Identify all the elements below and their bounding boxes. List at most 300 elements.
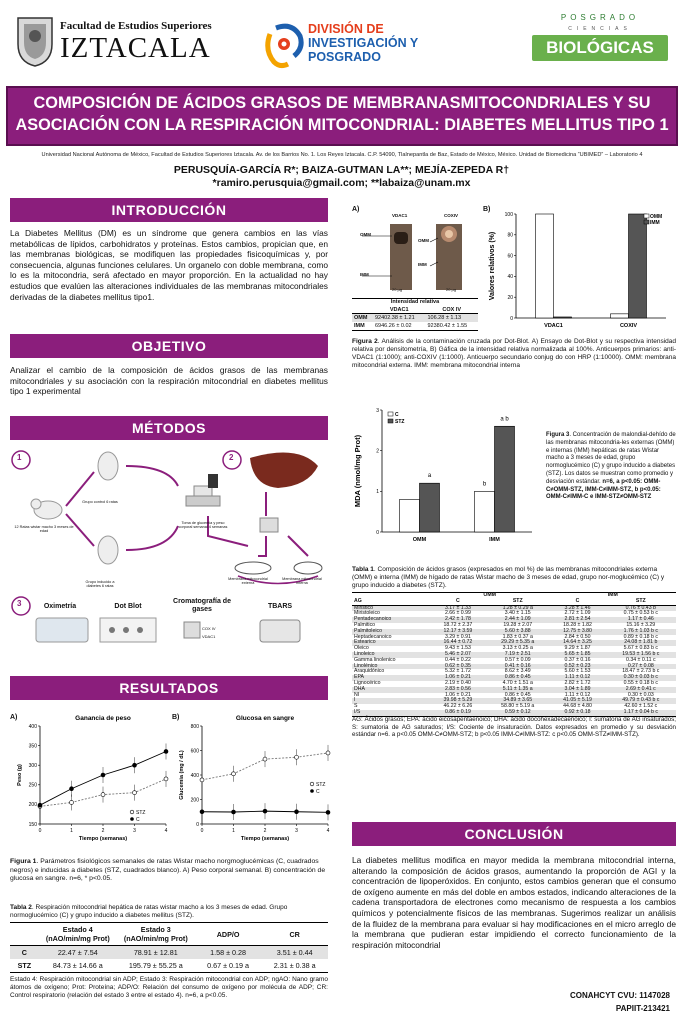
blot-omm-label: OMM	[360, 232, 371, 237]
table1-cell: 3.13 ± 0.25 a	[502, 645, 533, 652]
y-axis-title: Peso (g)	[17, 764, 23, 786]
dot-blot-image	[352, 214, 478, 296]
relative-intensity-chart	[486, 206, 676, 336]
table1-cell: 2.81 ± 2.54	[549, 617, 605, 623]
table1-cell: Gamma linolenico	[354, 656, 396, 663]
table1-cell: 5.60 ± 1.53	[564, 668, 591, 675]
table1-cell: 8.62 ± 3.49	[504, 668, 531, 675]
fes-logo-subtitle: Facultad de Estudios Superiores	[60, 20, 212, 32]
table1-cell: 41.05 ± 5.19	[549, 698, 605, 704]
table1-cell: 0.30 ± 0.03	[627, 691, 654, 698]
y-tick-label: 1	[376, 489, 379, 496]
conclusion-heading: CONCLUSIÓN	[352, 822, 676, 846]
x-axis-title: Tiempo (semanas)	[78, 836, 128, 842]
y-tick-label: 600	[190, 748, 199, 755]
blot-imm-label-2: IMM	[418, 262, 427, 267]
y-tick-label: 60	[507, 253, 513, 260]
resultados-heading: RESULTADOS	[10, 676, 328, 700]
fig1-label-b: B)	[172, 714, 180, 721]
table1-cell: 24.08 ± 1.81 b	[606, 640, 676, 646]
y-tick-label: 0	[196, 821, 199, 828]
table2-header-adpo: ADP/O	[216, 929, 240, 939]
table1-cell: 1.11 ± 0.12	[564, 691, 591, 698]
weight-gain-chart	[14, 712, 172, 852]
table1-cell: 0.57 ± 0.09	[504, 656, 531, 663]
table1-cell: 29.29 ± 5.35 a	[486, 640, 550, 646]
table1-cell: DHA	[352, 687, 430, 693]
table2-header-estado3: Estado 3 (nAO/min/mg Prot)	[123, 925, 188, 943]
y-tick-label: 3	[376, 407, 379, 414]
point-stz	[263, 757, 267, 761]
y-tick-label: 200	[190, 797, 199, 804]
table1-cell: 39.98 ± 5.29	[430, 698, 486, 704]
table1-cell: 5.67 ± 0.83 b c	[623, 645, 658, 652]
fig1-caption-text: . Parámetros fisiológicos semanales de ratas Wistar macho norgmoglucémicas (C, cuadrados negros) e inducidas a diabetes (STZ, cuadrados blanco). A) Peso corporal semanal. B) concentración de glucosa en sangre. n=6, * p<0.05.	[10, 858, 326, 883]
bar-omm-vdac1	[536, 214, 554, 318]
table1-cell: 0.52 ± 0.23	[549, 664, 605, 670]
table1-cell: 2.42 ± 1.78	[430, 617, 486, 623]
table2-caption-text: . Respiración mitocondrial hepática de ratas wistar macho a los 3 meses de edad. Grupo normoglucémico (C) y grupo inducido a diabetes mellitus (STZ).	[10, 904, 288, 919]
table1-cell: Lignocérico	[354, 679, 381, 686]
table1-cell: 44.68 ± 4.80	[563, 703, 592, 710]
table1-cell: 0.27 ± 0.08	[606, 664, 676, 670]
table2-cell: 78.91 ± 12.81	[133, 948, 178, 957]
y-axis-title: Glucemia (mg / dL)	[179, 750, 185, 800]
table1-cell: 0.30 ± 0.03 b c	[606, 675, 676, 681]
x-tick-label: 2	[101, 828, 105, 834]
x-tick-label: OMM	[412, 537, 427, 543]
table1-cell: EPA	[352, 675, 430, 681]
intensity-table-title: Intensidad relativa	[352, 298, 478, 305]
blood-glucose-chart	[176, 712, 334, 852]
bar-imm-vdac1	[554, 317, 572, 318]
blot-mass-2: 20 µg	[446, 287, 457, 292]
legend-label-c: C	[136, 816, 140, 823]
control-group-label: Grupo control 6 ratas	[82, 500, 118, 504]
legend-label-stz: STZ	[395, 419, 405, 425]
y-tick-label: 80	[507, 232, 513, 239]
fig2-label-a: A)	[352, 206, 360, 213]
legend-marker-c	[310, 789, 314, 793]
x-tick-label: 0	[200, 828, 204, 834]
funding-papiit: PAPIIT-213421	[615, 1004, 670, 1013]
bar-c-imm	[475, 491, 495, 532]
table1-caption-label: Tabla 1	[352, 566, 374, 573]
significance-label: a b	[500, 416, 509, 423]
table1-cell: 0.44 ± 0.22	[444, 656, 471, 663]
table1-cell: Palmitico	[354, 621, 376, 628]
intensity-cell: 6946.26 ± 0.02	[374, 323, 412, 329]
y-tick-label: 300	[28, 763, 37, 769]
table1-cell: 0.62 ± 0.35	[430, 664, 486, 670]
y-tick-label: 40	[507, 274, 513, 281]
intensity-cell: OMM	[354, 315, 368, 321]
table2	[10, 922, 328, 973]
y-tick-label: 200	[28, 802, 37, 809]
mda-chart	[352, 400, 542, 550]
legend-label-omm: OMM	[650, 214, 663, 220]
blot-omm-label-2: OMM	[418, 238, 429, 243]
table1-cell: 5.46 ± 2.07	[430, 652, 486, 658]
table-row	[10, 946, 328, 960]
table1-header-ag: AG	[354, 597, 362, 604]
y-tick-label: 350	[28, 743, 37, 750]
technique-gc: Cromatografía de gases	[173, 598, 231, 613]
table1-cell: S	[354, 703, 358, 710]
table1-group-omm: OMM	[483, 592, 496, 598]
fig2-caption-label: Figura 2	[352, 338, 378, 345]
methods-diagram	[8, 446, 330, 644]
legend-swatch-imm	[644, 220, 649, 224]
x-tick-label: COXIV	[619, 323, 638, 329]
table1-cell: I/S	[352, 710, 430, 716]
table1-cell: 0.37 ± 0.16	[564, 656, 591, 663]
table1-cell: Pentadecanoico	[352, 617, 430, 623]
technique-oximetria: Oximetría	[43, 603, 77, 610]
intensity-header: VDAC1	[389, 307, 409, 313]
blot-coxiv-label: COXIV	[444, 213, 459, 218]
intensity-cell: 92402.38 ± 1.21	[374, 315, 415, 321]
intensity-cell: 92380.42 ± 1.55	[427, 323, 468, 329]
x-tick-label: 4	[164, 828, 168, 834]
table1-cell: 2.82 ± 1.72	[564, 679, 591, 686]
table2-cell: C	[21, 948, 27, 957]
point-c	[200, 810, 204, 814]
fig3-caption-stats: n=6, a p<0.05: OMM-C≠OMM-STZ, IMM-C≠IMM-STZ, b p<0.05: OMM-C≠IMM-C e IMM-STZ≠OMM-STZ	[546, 478, 661, 501]
technique-dotblot: Dot Blot	[114, 603, 142, 610]
posgrado-bottom: BIOLÓGICAS	[532, 35, 668, 61]
table1-cell: 2.72 ± 1.09	[564, 610, 591, 617]
table1-cell: Miristico	[352, 605, 430, 611]
intensity-cell: 106.28 ± 1.13	[427, 315, 462, 321]
legend-label-stz: STZ	[136, 809, 146, 816]
table2-cell: 195.79 ± 55.25 a	[128, 961, 183, 970]
point-stz	[133, 791, 137, 795]
table1-cell: Linolénico	[352, 664, 430, 670]
legend-swatch-c	[388, 412, 393, 416]
point-c	[263, 809, 267, 813]
significance-label: b	[482, 481, 487, 488]
legend-label-c: C	[316, 788, 320, 795]
rats-label: 12 Ratas wistar macho 3 meses de edad	[14, 525, 74, 533]
table1-cell: 16.44 ± 0.72	[430, 640, 486, 646]
unam-seal-logo	[14, 14, 56, 68]
x-tick-label: 3	[295, 828, 298, 834]
table1-cell: 5.32 ± 1.72	[444, 668, 471, 675]
table1-cell: Araquidónico	[354, 668, 385, 675]
poster-title	[12, 92, 672, 136]
chart-title: Glucosa en sangre	[235, 715, 295, 722]
table1-cell: 2.83 ± 0.56	[430, 687, 486, 693]
step-2-number: 2	[229, 453, 234, 462]
table1-cell: NI	[354, 691, 360, 698]
table1-cell: 0.76 ± 0.43 b	[606, 605, 676, 611]
point-c	[295, 810, 299, 814]
fig3-caption-text: . Concentración de malondial-dehído de las membranas mitocondria-les externas (OMM) e internas (IMM) hepáticas de ratas Wistar macho a 3 meses de edad, grupo normoglucémico (C) y grupo inducido a diabetes (STZ). Los datos se muestran como promedio y desviación estándar.	[546, 432, 676, 485]
table1-cell: 12.17 ± 3.59	[430, 629, 486, 635]
table1-cell: 12.75 ± 3.80	[549, 629, 605, 635]
table1-cell: I	[352, 698, 430, 704]
x-tick-label: IMM	[489, 537, 500, 543]
table1-cell: 0.59 ± 0.12	[486, 710, 550, 716]
table1-cell: 19.53 ± 1.56 b c	[606, 652, 676, 658]
point-stz	[70, 800, 74, 804]
table1-caption	[352, 566, 676, 590]
intensity-table	[352, 307, 478, 331]
point-stz	[200, 778, 204, 782]
table-row	[352, 314, 478, 323]
blot-vdac1-label: VDAC1	[392, 213, 408, 218]
title-line-2: ASOCIACIÓN CON LA RESPIRACIÓN MITOCONDRIAL: DIABETES MELLITUS TIPO 1	[15, 116, 669, 134]
table1-group-imm: IMM	[607, 592, 618, 598]
weight-glucose-label: Toma de glucemia y peso corporal semanal 4 semanas	[178, 521, 228, 529]
table1-cell: 2.66 ± 0.99	[444, 610, 471, 617]
table1-caption-text: . Composición de ácidos grasos (expresados en mol %) de las membranas mitocondriales externa (OMM) e interna (IMM) de hígado de ratas Wistar macho de 3 meses de edad, grupo nor-moglucémico (C) y grupo inducido a diabetes (STZ).	[352, 566, 665, 589]
point-c	[70, 787, 74, 791]
y-tick-label: 20	[507, 295, 513, 301]
table1-cell: 49.79 ± 0.43 b c	[606, 698, 676, 704]
table2-cell: 1.58 ± 0.28	[210, 948, 247, 957]
table1-header-c1: C	[456, 597, 460, 604]
table-row	[10, 959, 328, 973]
table1-cell: 3.17 ± 1.33	[430, 605, 486, 611]
fig1-caption-label: Figura 1	[10, 858, 37, 865]
x-tick-label: 2	[263, 828, 267, 834]
fig1-caption	[10, 858, 328, 884]
point-stz	[295, 755, 299, 759]
division-logo-icon	[262, 20, 306, 70]
y-tick-label: 400	[28, 723, 37, 730]
x-tick-label: 4	[326, 828, 330, 834]
metodos-heading: MÉTODOS	[10, 416, 328, 440]
posgrado-top: POSGRADO	[560, 13, 640, 22]
legend-swatch-omm	[644, 214, 649, 218]
table1-cell: 5.60 ± 3.88	[486, 629, 550, 635]
x-tick-label: VDAC1	[544, 323, 563, 329]
y-tick-label: 800	[190, 723, 199, 730]
legend-label-stz: STZ	[316, 781, 326, 788]
point-c	[133, 763, 137, 767]
x-tick-label: 0	[38, 828, 42, 834]
table1-cell: Palmitoleico	[352, 629, 430, 635]
table1-cell: 5.11 ± 1.35 a	[486, 687, 550, 693]
table2-header-cr: CR	[289, 929, 300, 939]
table1-cell: 3.04 ± 1.89	[549, 687, 605, 693]
table1-cell: 0.75 ± 0.53 b c	[623, 610, 658, 617]
table2-cell: STZ	[17, 961, 32, 970]
methods-coxiv-label: COX IV	[202, 626, 216, 631]
table1-cell: 1.76 ± 1.03 b c	[606, 629, 676, 635]
intensity-cell: IMM	[354, 323, 365, 329]
blot-imm-label: IMM	[360, 272, 369, 277]
y-axis-title: Valores relativos (%)	[489, 231, 496, 301]
table1-cell: 1.83 ± 0.37 a	[502, 633, 533, 640]
table1-cell: 0.34 ± 0.11 c	[626, 656, 656, 663]
table1-cell: 0.92 ± 0.18	[549, 710, 605, 716]
table1-cell: 0.55 ± 0.18 b c	[623, 679, 658, 686]
legend-marker-stz	[130, 810, 134, 814]
table1-cell: 1.06 ± 0.21	[444, 691, 471, 698]
table1-cell: 7.19 ± 2.51	[486, 652, 550, 658]
table1-cell: 2.84 ± 0.50	[564, 633, 591, 640]
point-c	[101, 773, 105, 777]
x-tick-label: 1	[232, 828, 235, 834]
table1-cell: 2.69 ± 0.41 c	[606, 687, 676, 693]
y-tick-label: 400	[190, 772, 199, 779]
point-c	[232, 810, 236, 814]
division-line-1: DIVISIÓN DE	[308, 22, 384, 36]
methods-vdac1-label: VDAC1	[202, 634, 216, 639]
point-stz	[326, 751, 330, 755]
intro-heading: INTRODUCCIÓN	[10, 198, 328, 222]
point-c	[326, 810, 330, 814]
table1-cell: 18.72 ± 2.37	[443, 621, 473, 628]
point-c	[164, 749, 168, 753]
posgrado-logo	[532, 13, 668, 61]
y-tick-label: 0	[510, 315, 513, 322]
division-line-3: POSGRADO	[308, 50, 381, 64]
table1-cell: 1.11 ± 0.12	[549, 675, 605, 681]
table1-cell: 1.28 ± 0.29 a	[486, 605, 550, 611]
table1-cell: 46.22 ± 6.26	[443, 703, 473, 710]
table2-cell: 0.67 ± 0.19 a	[207, 961, 250, 970]
blot-mass-1: 20 µg	[392, 287, 403, 292]
point-stz	[164, 777, 168, 781]
table1-cell: 5.65 ± 1.85	[549, 652, 605, 658]
table1-cell: 3.29 ± 0.91	[444, 633, 471, 640]
table1-header-stz1: STZ	[512, 597, 523, 604]
objetivo-heading: OBJETIVO	[10, 334, 328, 358]
table1-cell: 14.64 ± 3.25	[549, 640, 605, 646]
table1	[352, 592, 676, 717]
table1-cell: Linoleico	[352, 652, 430, 658]
x-tick-label: 1	[70, 828, 73, 834]
table1-header-c2: C	[575, 597, 580, 604]
bar-omm-coxiv	[611, 314, 629, 318]
y-tick-label: 0	[376, 529, 379, 536]
chart-title: Ganancia de peso	[75, 715, 131, 722]
table1-header-stz2: STZ	[635, 597, 646, 604]
fig2-caption	[352, 338, 676, 370]
table1-cell: 4.70 ± 1.51 a	[502, 679, 533, 686]
technique-tbars: TBARS	[267, 603, 293, 610]
y-tick-label: 100	[504, 211, 513, 218]
intensity-header: COX IV	[442, 307, 462, 313]
table1-cell: 58.80 ± 5.19 a	[501, 703, 535, 710]
table1-cell: 9.29 ± 1.87	[564, 645, 591, 652]
y-tick-label: 2	[376, 448, 379, 455]
table1-cell: 2.19 ± 0.40	[444, 679, 471, 686]
table1-cell: 1.17 ± 0.46	[606, 617, 676, 623]
table1-cell: 1.06 ± 0.21	[430, 675, 486, 681]
authors: PERUSQUÍA-GARCÍA R*; BAIZA-GUTMAN LA**; MEJÍA-ZEPEDA R†	[173, 164, 510, 176]
title-line-1: COMPOSICIÓN DE ÁCIDOS GRASOS DE MEMBRANASMITOCONDRIALES Y SU	[33, 94, 651, 112]
stz-group-label: Grupo inducido a diabetes 6 ratas	[85, 580, 115, 588]
table1-cell: 0.86 ± 0.45	[486, 675, 550, 681]
table1-cell: Heptadecanoico	[354, 633, 392, 640]
point-stz	[101, 793, 105, 797]
table1-cell: 42.60 ± 1.52 c	[624, 703, 658, 710]
legend-label-imm: IMM	[650, 220, 660, 226]
table2-header-blank	[10, 923, 39, 946]
table2-caption	[10, 904, 328, 920]
affiliation: Universidad Nacional Autónoma de México, Facultad de Estudios Superiores Iztacala. Av. de los Barrios No. 1. Los Reyes Iztacala. C.P. 54090, Tlalnepantla de Baz, Estado de México, México. Unidad de Biomedicina “UBIMED” – Laboratorio 4	[41, 152, 643, 158]
table1-cell: 19.28 ± 2.07	[503, 621, 533, 628]
division-line-2: INVESTIGACIÓN Y	[308, 36, 419, 50]
bar-stz-omm	[420, 483, 440, 532]
table1-cell: 15.16 ± 3.29	[626, 621, 656, 628]
table2-footnote: Estado 4: Respiración mitocondrial sin ADP; Estado 3: Respiración mitocondrial con ADP; ngAO: Nano gramo átomos de oxígeno; Prot: Proteína; ADP/O: Relación del consumo de oxígeno por molécula de ADP; CR: Control respiratorio (relación del estado 3 entre el estado 4). n=6, a p<0.05.	[10, 976, 328, 999]
author-emails: *ramiro.perusquia@gmail.com; **labaiza@unam.mx	[212, 177, 471, 189]
table2-cell: 2.31 ± 0.38 a	[273, 961, 316, 970]
table1-cell: 0.86 ± 0.19	[430, 710, 486, 716]
legend-marker-c	[130, 817, 134, 821]
table2-caption-label: Tabla 2	[10, 904, 32, 911]
table1-cell: 9.43 ± 1.53	[444, 645, 471, 652]
y-axis-title: MDA (nmol/mg Prot)	[353, 434, 362, 508]
fig3-caption	[546, 432, 678, 502]
outer-membrane-label: Membrana mitocondrial externa	[228, 577, 268, 585]
table2-cell: 22.47 ± 7.54	[57, 948, 98, 957]
y-tick-label: 150	[28, 821, 37, 828]
table1-cell: Estearico	[352, 640, 430, 646]
fig2-caption-text: . Análisis de la contaminación cruzada por Dot-Blot. A) Ensayo de Dot-Blot y su respectiva intensidad relativa por densitometría, B) Gáfica de la intensidad relativa normalizada al 100%. Anticuerpos primarios: anti-VDAC1 (1:1000); anti-COXIV (1:1000). Anticuerpo secundario conjug do con HRP (1:10000). OMM: membrana mitocondrial externa. IMM: membrana mitocondrial interna	[352, 338, 676, 369]
inner-membrane-label: Membrana mitocondrial interna	[282, 577, 322, 585]
table1-cell: Oleico	[354, 645, 369, 652]
table1-cell: Miristoleico	[354, 610, 380, 617]
table1-cell: 0.41 ± 0.16	[486, 664, 550, 670]
x-axis-title: Tiempo (semanas)	[240, 836, 290, 842]
bar-imm-coxiv	[629, 214, 647, 318]
table1-cell: 0.89 ± 0.18 b c	[623, 633, 658, 640]
table2-cell: 3.51 ± 0.44	[276, 948, 313, 957]
legend-swatch-stz	[388, 419, 393, 423]
point-stz	[232, 772, 236, 776]
fig1-label-a: A)	[10, 714, 18, 721]
intro-text: La Diabetes Mellitus (DM) es un síndrome que genera cambios en las vías metabólicas de lípidos, carbohidratos y proteínas. Estos cambios, propician que, en las membranas biológicas, se modifiquen las propiedades fisicoquímicas y, por consecuencia, algunas funciones celulares. Un organelo con doble membrana, como lo es la mitocondria, será afectado en mayor proporción. En la actualidad no hay estudios que evalúen las alteraciones individuales de las membranas mitocondriales derivadas de la diabetes mellitus tipo1.	[10, 228, 328, 302]
posgrado-mid: CIENCIAS	[568, 26, 632, 32]
conclusion-text: La diabetes mellitus modifica en mayor medida la membrana mitocondrial interna, alterando la composición de ácidos grasos, aumentando la proporción de AGI y la concentración de lipoperóxidos. En conjunto, estos cambios generan que el consumo de oxígeno aumente en más del doble en ambos estados, indicando alteraciones de la cadena transportadora de electrones como mecanismo de respuesta a los cambios químicos y potencialmente físicos de las membranas. Sugerimos realizar un análisis de la fluidez de la membrana para evaluar si hay modificaciones en el micro arreglo de la membrana que pudieran estar impidiendo el correcto funcionamiento de la respiración mitocondrial	[352, 855, 676, 950]
legend-marker-stz	[310, 782, 314, 786]
table1-cell: 18.47 ± 2.73 b c	[622, 668, 660, 675]
table1-cell: 18.28 ± 1.82	[563, 621, 592, 628]
table1-cell: 2.44 ± 1.09	[486, 617, 550, 623]
x-tick-label: 3	[133, 828, 136, 834]
table1-cell: 34.89 ± 3.65	[486, 698, 550, 704]
bar-stz-imm	[495, 426, 515, 532]
bar-c-omm	[400, 499, 420, 532]
funding-conahcyt: CONAHCYT CVU: 1147028	[569, 991, 670, 1000]
table1-cell: 3.28 ± 1.46	[549, 605, 605, 611]
table-row	[352, 322, 478, 331]
table1-cell: 1.17 ± 0.04 b c	[606, 710, 676, 716]
table1-cell: 0.86 ± 0.45	[504, 691, 531, 698]
table2-header-estado4: Estado 4 (nAO/min/mg Prot)	[45, 925, 110, 943]
step-3-number: 3	[17, 599, 22, 608]
significance-label: a	[427, 473, 432, 480]
table1-footnote: AG: Ácidos grasos; EPA: ácido eicosapentaenoico; DHA: ácido docohexadecaenoico; I: sumatoria de AG insaturados; S: sumatoria de AG saturados; I/S: Cociente de insaturación. Datos expresados en promedio y su desviación estándar n=6. a p<0.05 OMM-C≠OMM-STZ; b p<0.05 IMM-C≠IMM-STZ: c p<0.05 OMM-STZ≠IMM-STZ).	[352, 716, 676, 739]
point-c	[38, 803, 42, 807]
table2-cell: 84.73 ± 14.66 a	[52, 961, 103, 970]
division-logo-text	[308, 22, 418, 64]
objetivo-text: Analizar el cambio de la composición de ácidos grasos de las membranas mitocondriales y su asociación con la respiración mitocondrial en diabetes mellitus tipo 1 experimental	[10, 365, 328, 397]
legend-label-c: C	[395, 412, 399, 418]
fig3-caption-label: Figura 3	[546, 432, 570, 438]
fes-logo-title: IZTACALA	[60, 32, 211, 64]
y-tick-label: 250	[28, 782, 37, 789]
step-1-number: 1	[17, 453, 22, 462]
table1-cell: 3.40 ± 1.15	[504, 610, 531, 617]
